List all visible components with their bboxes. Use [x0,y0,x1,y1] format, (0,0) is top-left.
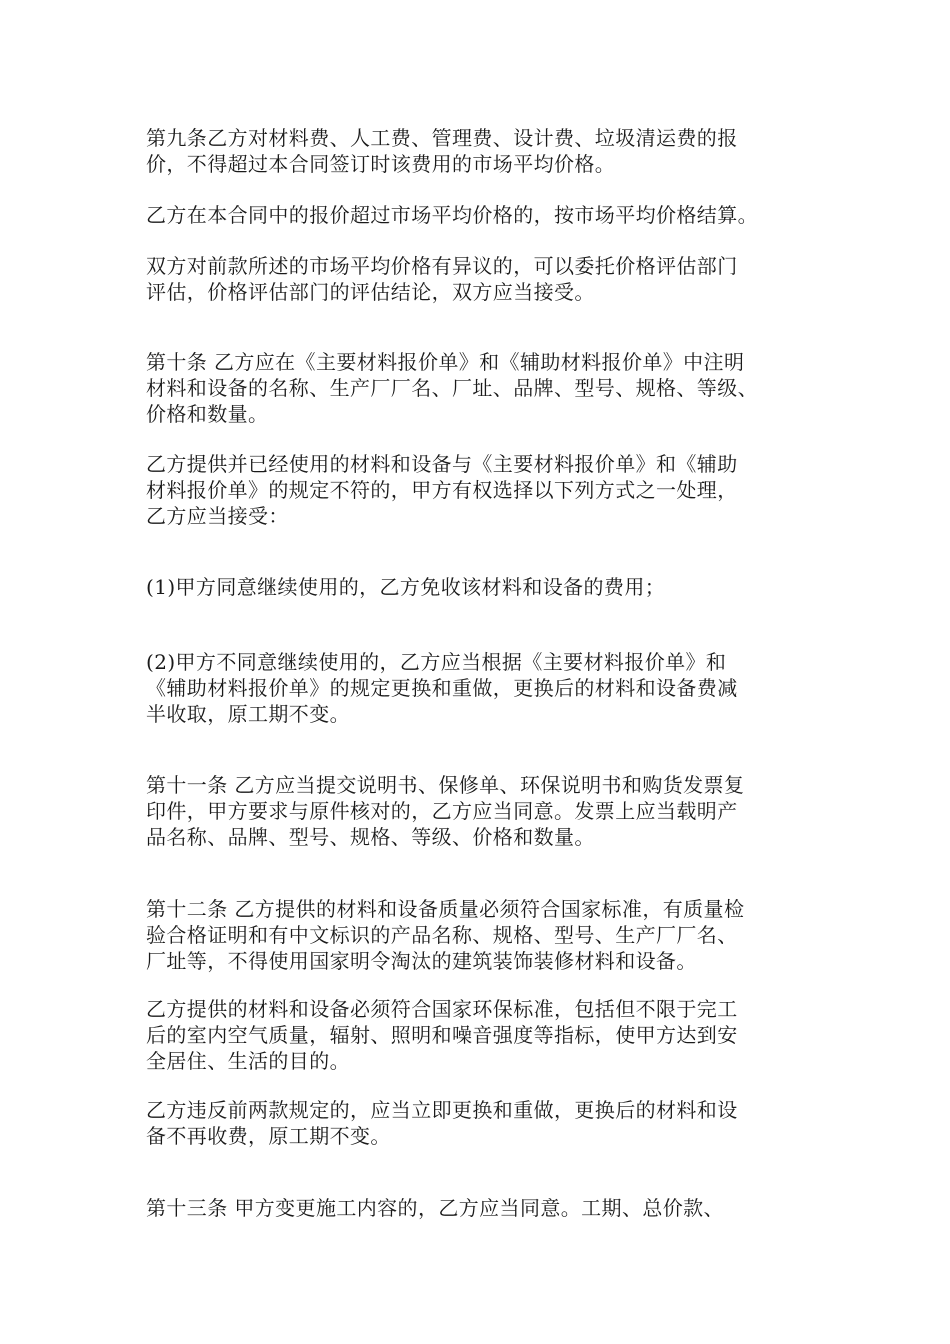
text-line: 第九条乙方对材料费、人工费、管理费、设计费、垃圾清运费的报 [146,126,738,150]
text-line: 半收取，原工期不变。 [146,702,350,726]
text-line: 乙方提供并已经使用的材料和设备与《主要材料报价单》和《辅助 [146,452,738,476]
text-line: 评估，价格评估部门的评估结论，双方应当接受。 [146,280,595,304]
text-line: 后的室内空气质量，辐射、照明和噪音强度等指标，使甲方达到安 [146,1023,738,1047]
text-line: 品名称、品牌、型号、规格、等级、价格和数量。 [146,825,595,849]
text-line: (2)甲方不同意继续使用的，乙方应当根据《主要材料报价单》和 [146,650,727,674]
text-line: 印件，甲方要求与原件核对的，乙方应当同意。发票上应当载明产 [146,799,738,823]
text-line: 全居住、生活的目的。 [146,1049,350,1073]
text-line: 乙方违反前两款规定的，应当立即更换和重做，更换后的材料和设 [146,1098,738,1122]
text-line: 乙方应当接受： [146,504,289,528]
text-line: 第十一条 乙方应当提交说明书、保修单、环保说明书和购货发票复 [146,773,745,797]
text-line: (1)甲方同意继续使用的，乙方免收该材料和设备的费用； [146,575,666,599]
text-line: 乙方提供的材料和设备必须符合国家环保标准，包括但不限于完工 [146,997,738,1021]
text-line: 价格和数量。 [146,402,269,426]
text-line: 验合格证明和有中文标识的产品名称、规格、型号、生产厂厂名、 [146,923,738,947]
text-line: 第十条 乙方应在《主要材料报价单》和《辅助材料报价单》中注明 [146,350,745,374]
text-line: 备不再收费，原工期不变。 [146,1124,391,1148]
text-line: 第十二条 乙方提供的材料和设备质量必须符合国家标准，有质量检 [146,897,745,921]
text-line: 第十三条 甲方变更施工内容的，乙方应当同意。工期、总价款、 [146,1196,724,1220]
text-line: 厂址等，不得使用国家明令淘汰的建筑装饰装修材料和设备。 [146,949,697,973]
text-line: 材料和设备的名称、生产厂厂名、厂址、品牌、型号、规格、等级、 [146,376,758,400]
text-line: 材料报价单》的规定不符的，甲方有权选择以下列方式之一处理， [146,478,738,502]
text-line: 《辅助材料报价单》的规定更换和重做，更换后的材料和设备费减 [146,676,738,700]
text-line: 乙方在本合同中的报价超过市场平均价格的，按市场平均价格结算。 [146,203,758,227]
text-line: 价，不得超过本合同签订时该费用的市场平均价格。 [146,152,616,176]
text-line: 双方对前款所述的市场平均价格有异议的，可以委托价格评估部门 [146,254,738,278]
